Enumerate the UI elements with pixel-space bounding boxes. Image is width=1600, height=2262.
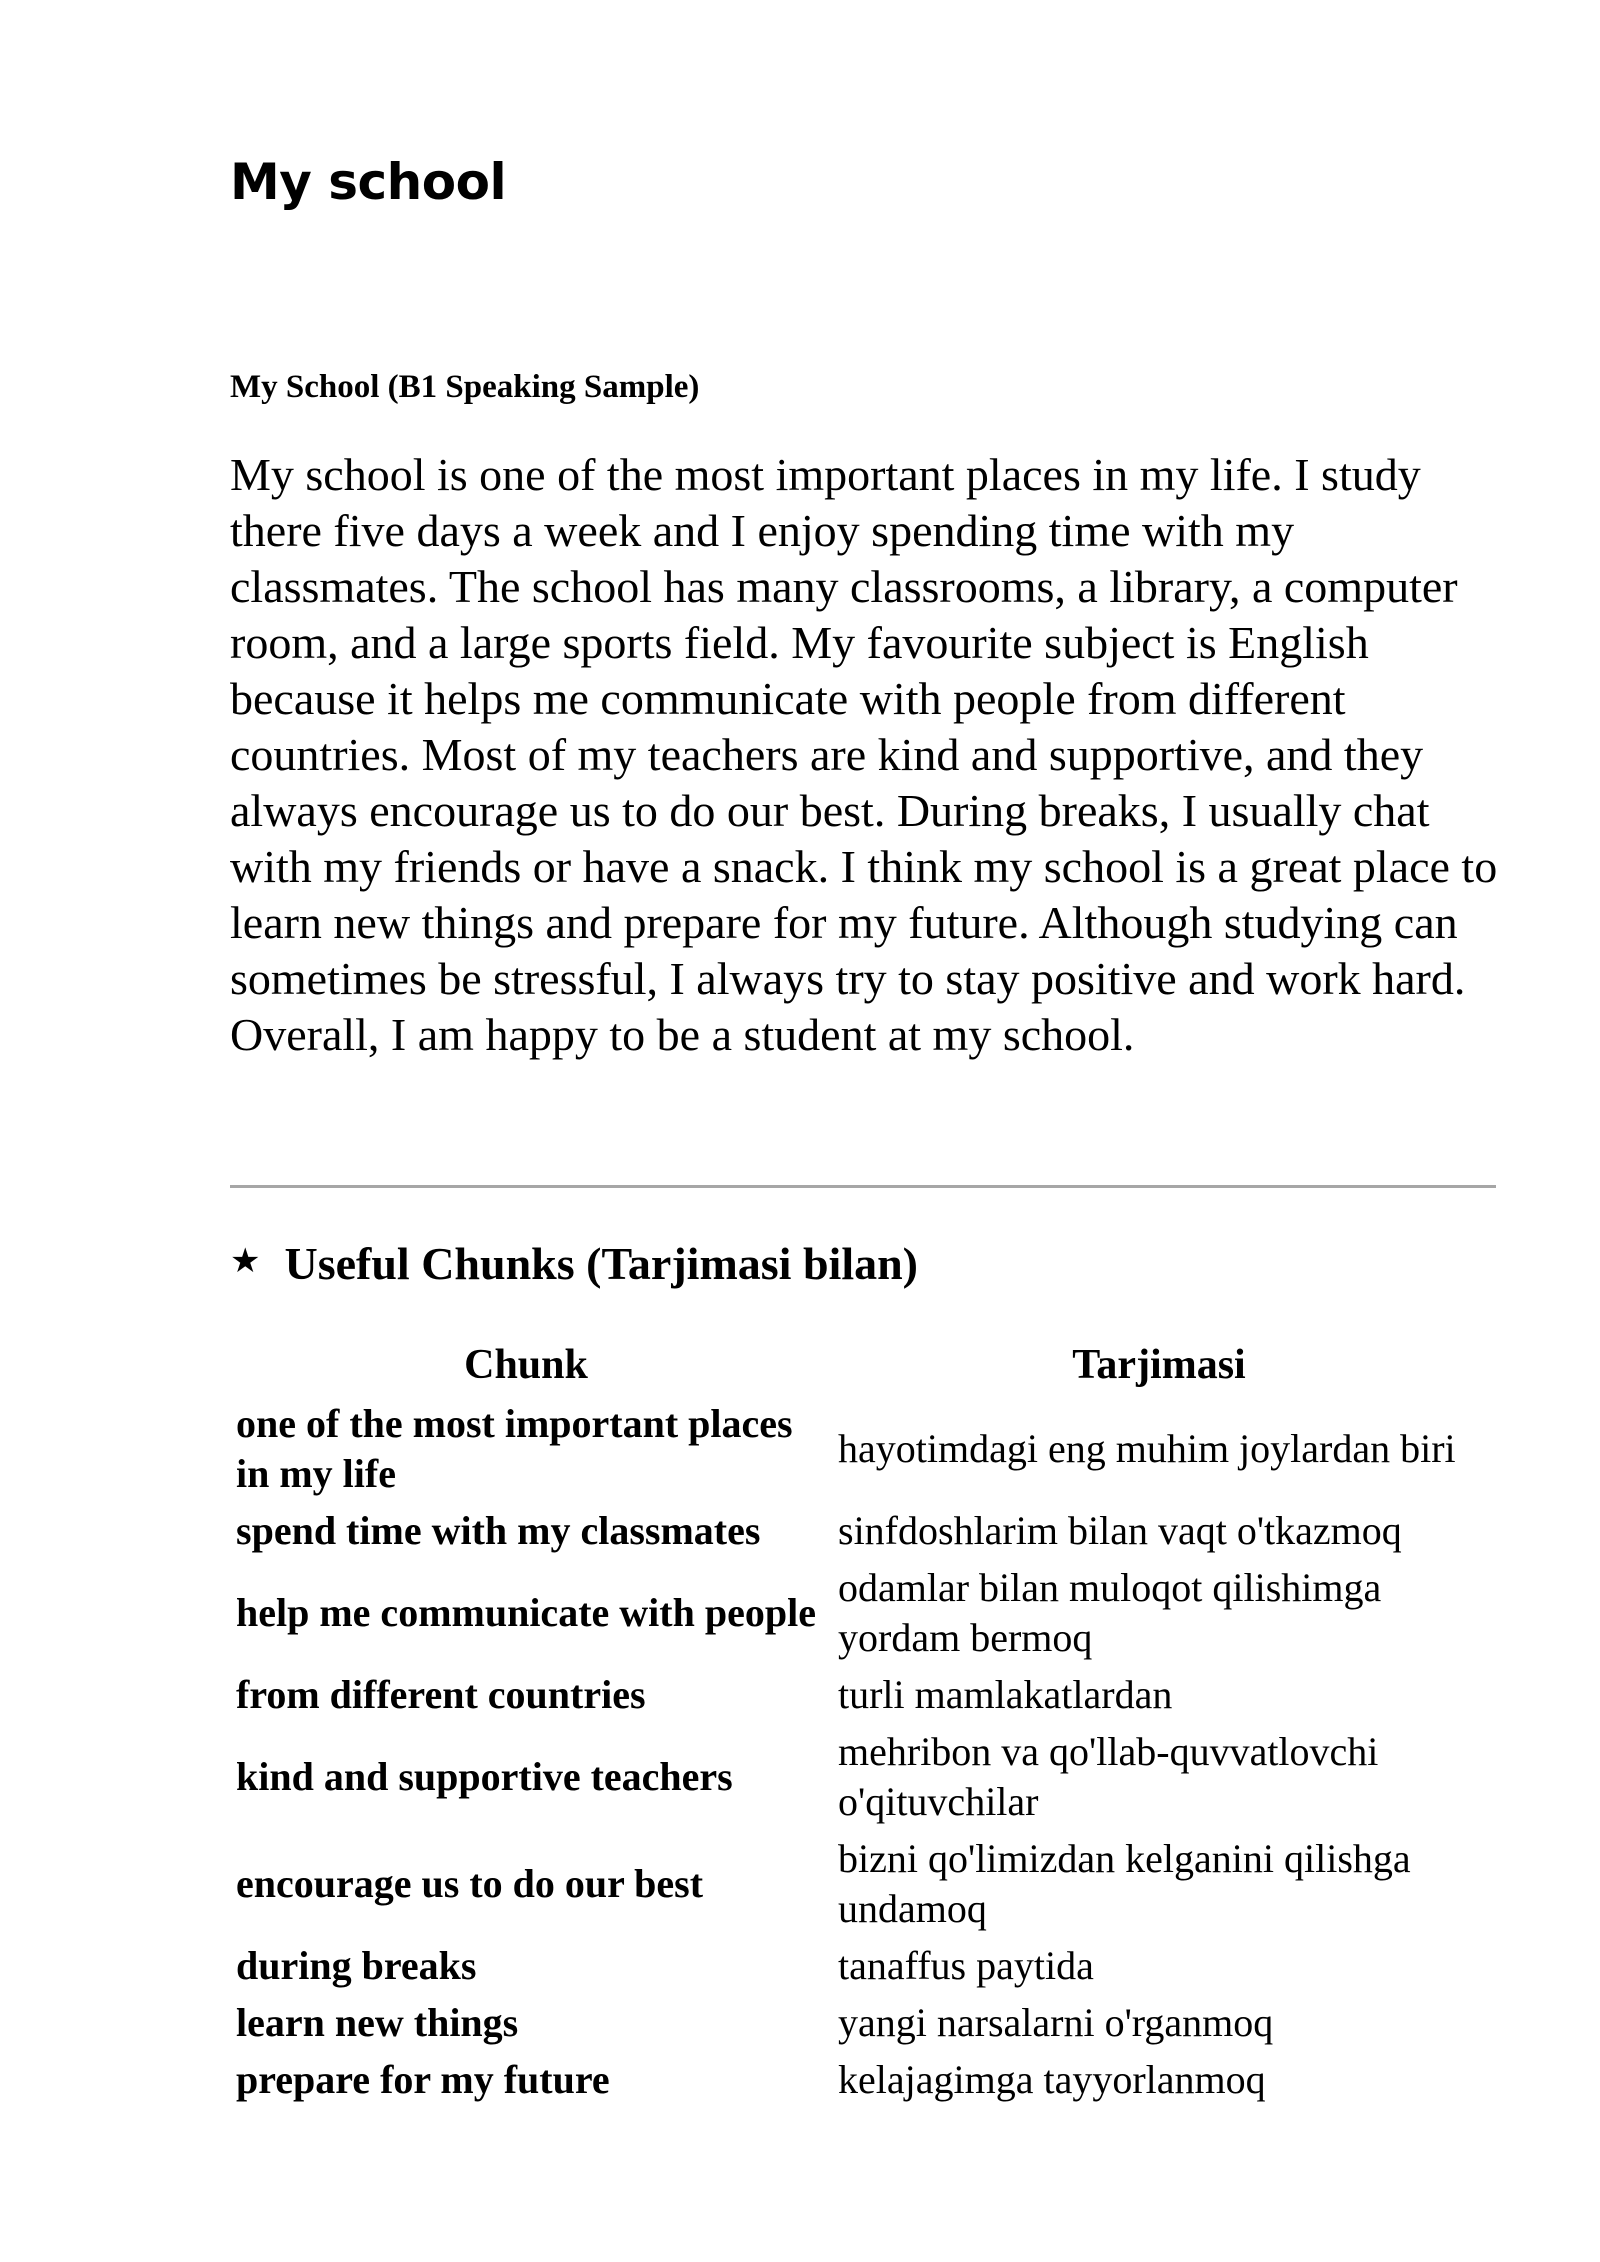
translation-cell: bizni qo'limizdan kelganini qilishga undamoq bbox=[838, 1836, 1411, 1931]
page-title: My school bbox=[230, 153, 507, 211]
column-header-translation: Tarjimasi bbox=[1072, 1342, 1246, 1388]
column-header-chunk: Chunk bbox=[464, 1342, 588, 1388]
chunks-table bbox=[230, 1340, 1496, 2109]
table-row bbox=[230, 1724, 1496, 1831]
table-row bbox=[230, 1667, 1496, 1724]
translation-cell: yangi narsalarni o'rganmoq bbox=[838, 2000, 1274, 2045]
chunk-cell: kind and supportive teachers bbox=[236, 1754, 733, 1799]
chunk-cell: spend time with my classmates bbox=[236, 1508, 761, 1553]
translation-cell: turli mamlakatlardan bbox=[838, 1672, 1173, 1717]
chunk-cell: help me communicate with people bbox=[236, 1590, 816, 1635]
table-row bbox=[230, 1560, 1496, 1667]
table-row bbox=[230, 2052, 1496, 2109]
translation-cell: mehribon va qo'llab-quvvatlovchi o'qituvchilar bbox=[838, 1729, 1379, 1824]
table-row bbox=[230, 1503, 1496, 1560]
sample-paragraph: My school is one of the most important places in my life. I study there five days a week and I enjoy spending time with my classmates. The school has many classrooms, a library, a computer room, and a large sports field. My favourite subject is English because it helps me communicate with people from different countries. Most of my teachers are kind and supportive, and they always encourage us to do our best. During breaks, I usually chat with my friends or have a snack. I think my school is a great place to learn new things and prepare for my future. Although studying can sometimes be stressful, I always try to stay positive and work hard. Overall, I am happy to be a student at my school. bbox=[230, 449, 1498, 1060]
translation-cell: sinfdoshlarim bilan vaqt o'tkazmoq bbox=[838, 1508, 1402, 1553]
section-divider bbox=[230, 1185, 1496, 1188]
table-row bbox=[230, 1995, 1496, 2052]
table-row bbox=[230, 1396, 1496, 1503]
translation-cell: kelajagimga tayyorlanmoq bbox=[838, 2057, 1266, 2102]
star-icon: ★ bbox=[230, 1241, 261, 1282]
chunk-cell: one of the most important places in my life bbox=[236, 1401, 793, 1496]
chunk-cell: prepare for my future bbox=[236, 2057, 610, 2102]
chunk-cell: encourage us to do our best bbox=[236, 1861, 704, 1906]
table-row bbox=[230, 1831, 1496, 1938]
table-row bbox=[230, 1938, 1496, 1995]
chunk-cell: during breaks bbox=[236, 1943, 477, 1988]
translation-cell: hayotimdagi eng muhim joylardan biri bbox=[838, 1426, 1456, 1471]
translation-cell: odamlar bilan muloqot qilishimga yordam bermoq bbox=[838, 1565, 1382, 1660]
table-header-row bbox=[230, 1340, 1496, 1396]
chunks-heading-text: Useful Chunks (Tarjimasi bilan) bbox=[284, 1238, 918, 1289]
translation-cell: tanaffus paytida bbox=[838, 1943, 1094, 1988]
chunks-heading bbox=[230, 1236, 918, 1291]
chunk-cell: learn new things bbox=[236, 2000, 519, 2045]
sample-heading: My School (B1 Speaking Sample) bbox=[230, 369, 700, 405]
chunk-cell: from different countries bbox=[236, 1672, 646, 1717]
